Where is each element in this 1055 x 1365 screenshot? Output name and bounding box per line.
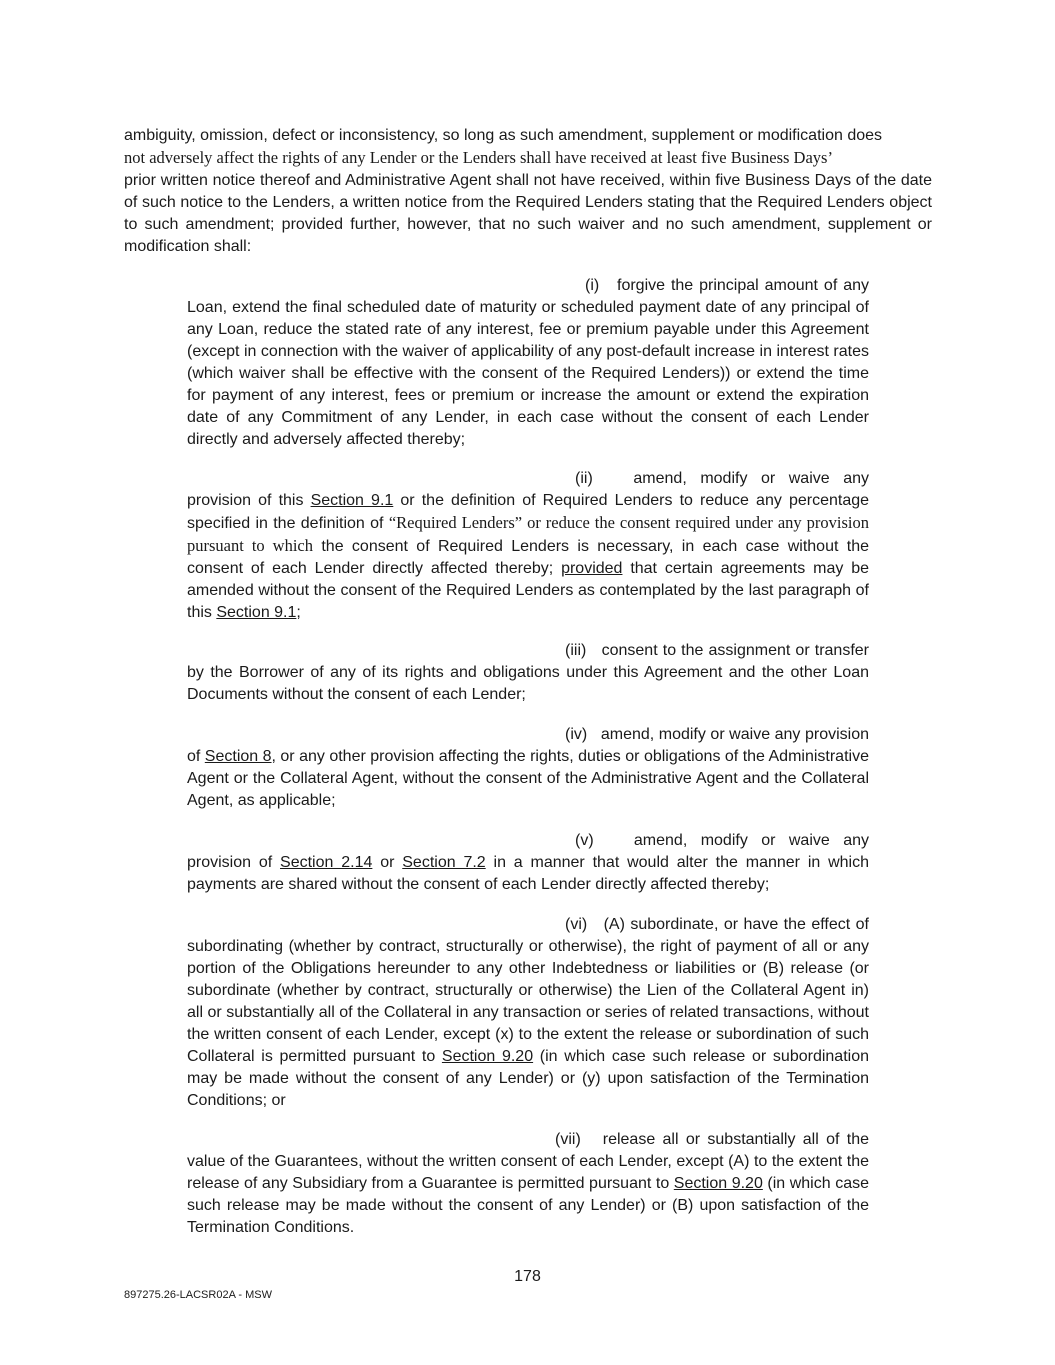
section-reference-link[interactable]: Section 9.20 bbox=[441, 1048, 534, 1065]
clause-text: (in which case such release or subordination may be made without the consent of any Lender) or (y) upon satisfaction of the Termination Conditions; or bbox=[187, 1048, 870, 1109]
clause-number: (iii) bbox=[565, 642, 587, 659]
provided-term: provided bbox=[561, 560, 623, 577]
clause-text: amend, modify or waive any provision of bbox=[187, 726, 869, 765]
clause-number: (vii) bbox=[555, 1131, 581, 1148]
clause-text: in a manner that would alter the manner in which payments are shared without the consent of each Lender directly affected thereby; bbox=[187, 854, 869, 893]
clause-text: or bbox=[372, 854, 403, 871]
clause-text: , or any other provision affecting the rights, duties or obligations of the Administrative Agent or the Collateral Agent, without the consent of the Administrative Agent and the Collateral Agent, as applicable; bbox=[187, 748, 869, 809]
section-reference-link[interactable]: Section 9.1 bbox=[216, 604, 297, 621]
clause-iv bbox=[187, 724, 869, 812]
clause-i bbox=[187, 275, 869, 451]
clause-vi bbox=[187, 914, 869, 1112]
section-reference-link[interactable]: Section 9.1 bbox=[310, 492, 394, 509]
clause-ii bbox=[187, 468, 869, 624]
clause-vii bbox=[187, 1129, 869, 1239]
clause-text: “Required Lenders” or reduce the consent required under any provision pursuant to which bbox=[187, 513, 869, 555]
intro-paragraph bbox=[124, 125, 932, 258]
clause-number: (vi) bbox=[565, 916, 588, 933]
section-reference-link[interactable]: Section 9.20 bbox=[673, 1175, 763, 1192]
page-number: 178 bbox=[514, 1268, 541, 1285]
clause-number: (i) bbox=[585, 277, 600, 294]
clause-number: (v) bbox=[575, 832, 594, 849]
intro-text: prior written notice thereof and Administrative Agent shall not have received, within five Business Days of the date of such notice to the Lenders, a written notice from the Required Lenders stating that the Required Lenders object to such amendment; provided further, however, that no such waiver and no such amendment, supplement or modification shall: bbox=[124, 172, 932, 255]
intro-line-2: not adversely affect the rights of any Lender or the Lenders shall have received at least five Business Days’ bbox=[124, 148, 833, 167]
intro-line-1: ambiguity, omission, defect or inconsistency, so long as such amendment, supplement or modification does bbox=[124, 127, 883, 144]
clause-text: or the definition of Required Lenders to reduce any percentage specified in the definition of bbox=[187, 492, 870, 532]
section-reference-link[interactable]: Section 7.2 bbox=[402, 854, 486, 871]
clause-text: ; bbox=[296, 604, 301, 621]
clause-text: forgive the principal amount of any Loan, extend the final scheduled date of maturity or scheduled payment date of any principal of any Loan, reduce the stated rate of any interest, fee or premium payable under this Agreement (except in connection with the waiver of applicability of any post-default increase in interest rates (which waiver shall be effective with the consent of the Required Lenders)) or extend the time for payment of any interest, fees or premium or increase the amount or extend the expiration date of any Commitment of any Lender, in each case without the consent of each Lender directly and adversely affected thereby; bbox=[187, 277, 869, 448]
clause-number: (iv) bbox=[565, 726, 588, 743]
clause-text: (in which case such release may be made without the consent of any Lender) or (B) upon satisfaction of the Termination Conditions. bbox=[187, 1175, 869, 1236]
clause-text: consent to the assignment or transfer by the Borrower of any of its rights and obligations under this Agreement and the other Loan Documents without the consent of each Lender; bbox=[187, 642, 869, 703]
clause-number: (ii) bbox=[575, 470, 593, 487]
clause-text: the consent of Required Lenders is necessary, in each case without the consent of each Lender directly affected thereby; bbox=[187, 538, 869, 577]
clause-v bbox=[187, 830, 869, 896]
section-reference-link[interactable]: Section 8 bbox=[204, 748, 272, 765]
clause-text: that certain agreements may be amended without the consent of the Required Lenders as contemplated by the last paragraph of this bbox=[187, 560, 869, 621]
clause-text: (A) subordinate, or have the effect of subordinating (whether by contract, structurally or otherwise), the right of payment of all or any portion of the Obligations hereunder to any other Indebtedness or liabilities or (B) release (or subordinate (whether by contract, structurally or otherwise) the Lien of the Collateral Agent in) all or substantially all of the Collateral in any transaction or series of related transactions, without the written consent of each Lender, except (x) to the extent the release or subordination of such Collateral is permitted pursuant to bbox=[187, 916, 869, 1065]
clause-iii bbox=[187, 640, 869, 706]
document-id: 897275.26-LACSR02A - MSW bbox=[124, 1289, 272, 1301]
section-reference-link[interactable]: Section 2.14 bbox=[280, 854, 373, 871]
clause-text: amend, modify or waive any provision of bbox=[187, 832, 869, 871]
clause-text: amend, modify or waive any provision of this bbox=[187, 470, 870, 509]
clause-text: release all or substantially all of the value of the Guarantees, without the written consent of each Lender, except (A) to the extent the release of any Subsidiary from a Guarantee is permitted pursuant to bbox=[187, 1131, 869, 1192]
